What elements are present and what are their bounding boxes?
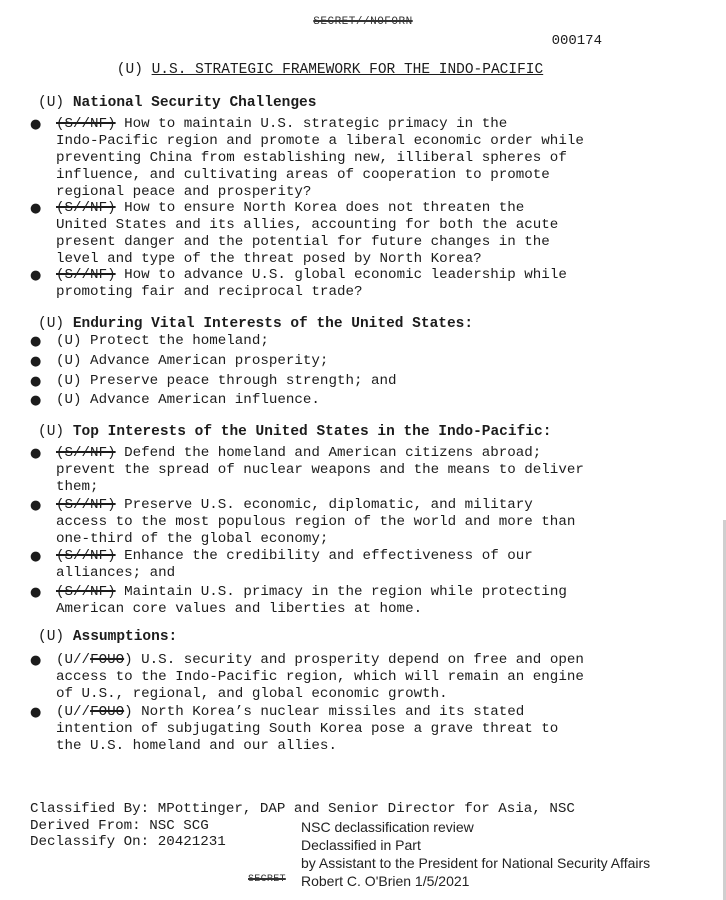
item-text: ) U.S. security and prosperity depend on free and open — [124, 652, 584, 668]
title-portion-mark: (U) — [116, 62, 143, 78]
item-text: alliances; and — [56, 565, 176, 581]
bullet-icon: ● — [30, 268, 42, 283]
declassification-review-line: NSC declassification review — [301, 819, 474, 835]
classified-by-line: Classified By: MPottinger, DAP and Senior Director for Asia, NSC — [30, 801, 575, 817]
item-text: How to advance U.S. global economic leadership while — [115, 267, 567, 283]
bullet-icon: ● — [30, 354, 42, 369]
document-number: 000174 — [551, 33, 602, 49]
bullet-icon: ● — [30, 705, 42, 720]
section-title: Top Interests of the United States in the Indo-Pacific: — [72, 424, 552, 440]
portion-mark-struck: (S//NF) — [56, 200, 116, 216]
bullet-icon: ● — [30, 498, 42, 513]
portion-mark-struck: (S//NF) — [56, 116, 116, 132]
section-portion-mark: (U) — [38, 629, 65, 645]
bullet-icon: ● — [30, 334, 42, 349]
item-text: promoting fair and reciprocal trade? — [56, 284, 363, 300]
bullet-icon: ● — [30, 446, 42, 461]
item-text: Enhance the credibility and effectiveness of our — [115, 548, 533, 564]
title-text: U.S. STRATEGIC FRAMEWORK FOR THE INDO-PACIFIC — [151, 62, 544, 78]
section-title: Assumptions: — [72, 629, 178, 645]
item-text: Preserve U.S. economic, diplomatic, and military — [115, 497, 533, 513]
item-text: (U) Advance American prosperity; — [56, 353, 329, 369]
item-text: the U.S. homeland and our allies. — [56, 738, 337, 754]
item-text: regional peace and prosperity? — [56, 184, 312, 200]
section-title: National Security Challenges — [72, 95, 317, 111]
portion-mark-struck: (S//NF) — [56, 584, 116, 600]
section-portion-mark: (U) — [38, 424, 65, 440]
bullet-icon: ● — [30, 201, 42, 216]
top-classification-marking: SECRET//NOFORN — [313, 16, 413, 28]
portion-mark-struck: (S//NF) — [56, 497, 116, 513]
item-text: preventing China from establishing new, illiberal spheres of — [56, 150, 567, 166]
item-text: Maintain U.S. primacy in the region while protecting — [115, 584, 567, 600]
item-text: intention of subjugating South Korea pose a grave threat to — [56, 721, 559, 737]
section-title: Enduring Vital Interests of the United States: — [72, 316, 474, 332]
bullet-icon: ● — [30, 549, 42, 564]
bullet-icon: ● — [30, 585, 42, 600]
portion-mark-prefix: (U// — [56, 704, 91, 720]
section-heading-challenges — [38, 95, 316, 112]
portion-mark-struck: (S//NF) — [56, 267, 116, 283]
portion-mark-struck: FOUO — [90, 652, 125, 668]
item-text: present danger and the potential for future changes in the — [56, 234, 550, 250]
item-text: access to the Indo-Pacific region, which will remain an engine — [56, 669, 584, 685]
item-text: (U) Advance American influence. — [56, 392, 320, 408]
item-text: (U) Protect the homeland; — [56, 333, 269, 349]
item-text: prevent the spread of nuclear weapons and the means to deliver — [56, 462, 584, 478]
portion-mark-prefix: (U// — [56, 652, 91, 668]
item-text: How to ensure North Korea does not threaten the — [115, 200, 525, 216]
item-text: access to the most populous region of the world and more than — [56, 514, 576, 530]
bullet-icon: ● — [30, 117, 42, 132]
bullet-icon: ● — [30, 393, 42, 408]
item-text: Indo-Pacific region and promote a liberal economic order while — [56, 133, 584, 149]
item-text: How to maintain U.S. strategic primacy in the — [115, 116, 508, 132]
section-heading-vital-interests — [38, 316, 473, 333]
portion-mark-struck: (S//NF) — [56, 548, 116, 564]
declassified-in-part-line: Declassified in Part — [301, 837, 421, 853]
section-portion-mark: (U) — [38, 316, 65, 332]
item-text: level and type of the threat posed by North Korea? — [56, 251, 482, 267]
declassification-official-line: Robert C. O'Brien 1/5/2021 — [301, 873, 470, 889]
item-text: ) North Korea’s nuclear missiles and its stated — [124, 704, 525, 720]
document-title — [0, 62, 660, 79]
bullet-icon: ● — [30, 653, 42, 668]
declassify-on-line: Declassify On: 20421231 — [30, 834, 226, 850]
declassification-authority-line: by Assistant to the President for National Security Affairs — [301, 855, 651, 871]
item-text: (U) Preserve peace through strength; and — [56, 373, 397, 389]
section-portion-mark: (U) — [38, 95, 65, 111]
item-text: of U.S., regional, and global economic growth. — [56, 686, 448, 702]
item-text: influence, and cultivating areas of cooperation to promote — [56, 167, 550, 183]
section-heading-assumptions — [38, 629, 177, 646]
bottom-classification-marking: SECRET — [248, 874, 286, 885]
item-text: Defend the homeland and American citizens abroad; — [115, 445, 542, 461]
section-heading-top-interests — [38, 424, 551, 441]
bullet-icon: ● — [30, 374, 42, 389]
item-text: one-third of the global economy; — [56, 531, 329, 547]
item-text: United States and its allies, accounting for both the acute — [56, 217, 559, 233]
portion-mark-struck: (S//NF) — [56, 445, 116, 461]
item-text: American core values and liberties at home. — [56, 601, 423, 617]
portion-mark-struck: FOUO — [90, 704, 125, 720]
derived-from-line: Derived From: NSC SCG — [30, 818, 209, 834]
item-text: them; — [56, 479, 99, 495]
